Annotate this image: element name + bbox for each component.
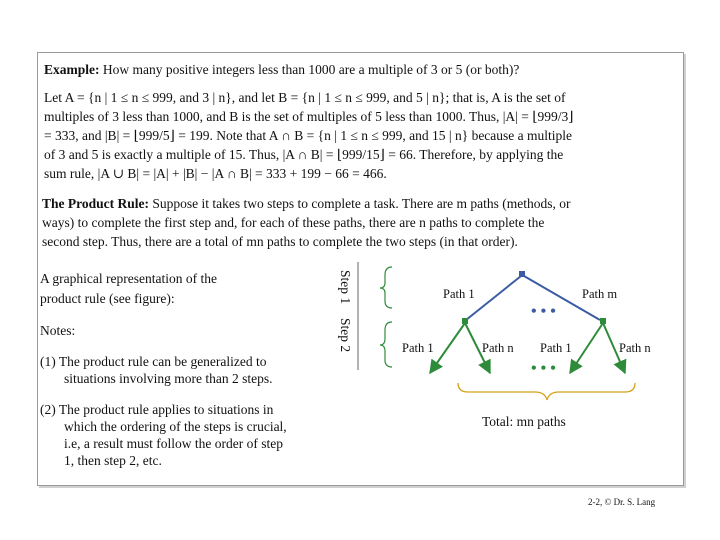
example-line-4: of 3 and 5 is exactly a multiple of 15. Thus, |A ∩ B| = ⌊999/15⌋ = 66. Therefore, by applying the xyxy=(44,147,564,162)
pathm-top-label: Path m xyxy=(582,287,618,301)
note-2-line-d: 1, then step 2, etc. xyxy=(64,453,162,468)
note-1-line-a: (1) The product rule can be generalized to xyxy=(40,354,267,369)
path1-a-label: Path 1 xyxy=(402,341,434,355)
product-rule-label: The Product Rule: xyxy=(42,196,149,211)
example-line-1: Let A = {n | 1 ≤ n ≤ 999, and 3 | n}, and let B = {n | 1 ≤ n ≤ 999, and 5 | n}; that is, A is the set of xyxy=(44,90,566,105)
path1-b-label: Path 1 xyxy=(540,341,572,355)
slide-footer: 2-2, © Dr. S. Lang xyxy=(588,497,656,507)
product-rule-line-2: ways) to complete the first step and, for each of these paths, there are n paths to complete the xyxy=(42,215,545,230)
note-2-line-b: which the ordering of the steps is crucial, xyxy=(64,419,287,434)
example-line-3: = 333, and |B| = ⌊999/5⌋ = 199. Note that A ∩ B = {n | 1 ≤ n ≤ 999, and 15 | n} because a multiple xyxy=(44,128,573,143)
product-rule-text-1: Suppose it takes two steps to complete a task. There are m paths (methods, or xyxy=(152,196,571,211)
ellipsis-bottom: • • • xyxy=(531,360,556,377)
step2-brace xyxy=(380,322,392,367)
arrow-path1-b xyxy=(570,323,603,373)
example-line-2: multiples of 3 less than 1000, and B is the set of multiples of 5 less than 1000. Thus, |A| = ⌊999/3⌋ xyxy=(44,109,574,124)
product-rule-line-3: second step. Thus, there are a total of mn paths to complete the two steps (in that order). xyxy=(42,234,518,249)
example-question: How many positive integers less than 1000 are a multiple of 3 or 5 (or both)? xyxy=(102,62,520,77)
graphical-line-2: product rule (see figure): xyxy=(40,291,175,306)
pathn-b-label: Path n xyxy=(619,341,651,355)
total-label: Total: mn paths xyxy=(482,414,566,429)
step2-label: Step 2 xyxy=(338,318,353,353)
arrow-path1-a xyxy=(430,323,465,373)
example-line-5: sum rule, |A ∪ B| = |A| + |B| − |A ∩ B| = 333 + 199 − 66 = 466. xyxy=(44,166,387,181)
note-2-line-a: (2) The product rule applies to situations in xyxy=(40,402,274,417)
path1-top-label: Path 1 xyxy=(443,287,475,301)
notes-heading: Notes: xyxy=(40,323,76,338)
note-2-line-c: i.e, a result must follow the order of step xyxy=(64,436,283,451)
total-brace xyxy=(458,383,635,400)
example-label: Example: xyxy=(44,62,100,77)
step1-label: Step 1 xyxy=(338,270,353,305)
graphical-line-1: A graphical representation of the xyxy=(40,271,217,286)
step1-brace xyxy=(380,267,392,308)
ellipsis-top: • • • xyxy=(531,303,556,320)
note-1-line-b: situations involving more than 2 steps. xyxy=(64,371,273,386)
pathn-a-label: Path n xyxy=(482,341,514,355)
